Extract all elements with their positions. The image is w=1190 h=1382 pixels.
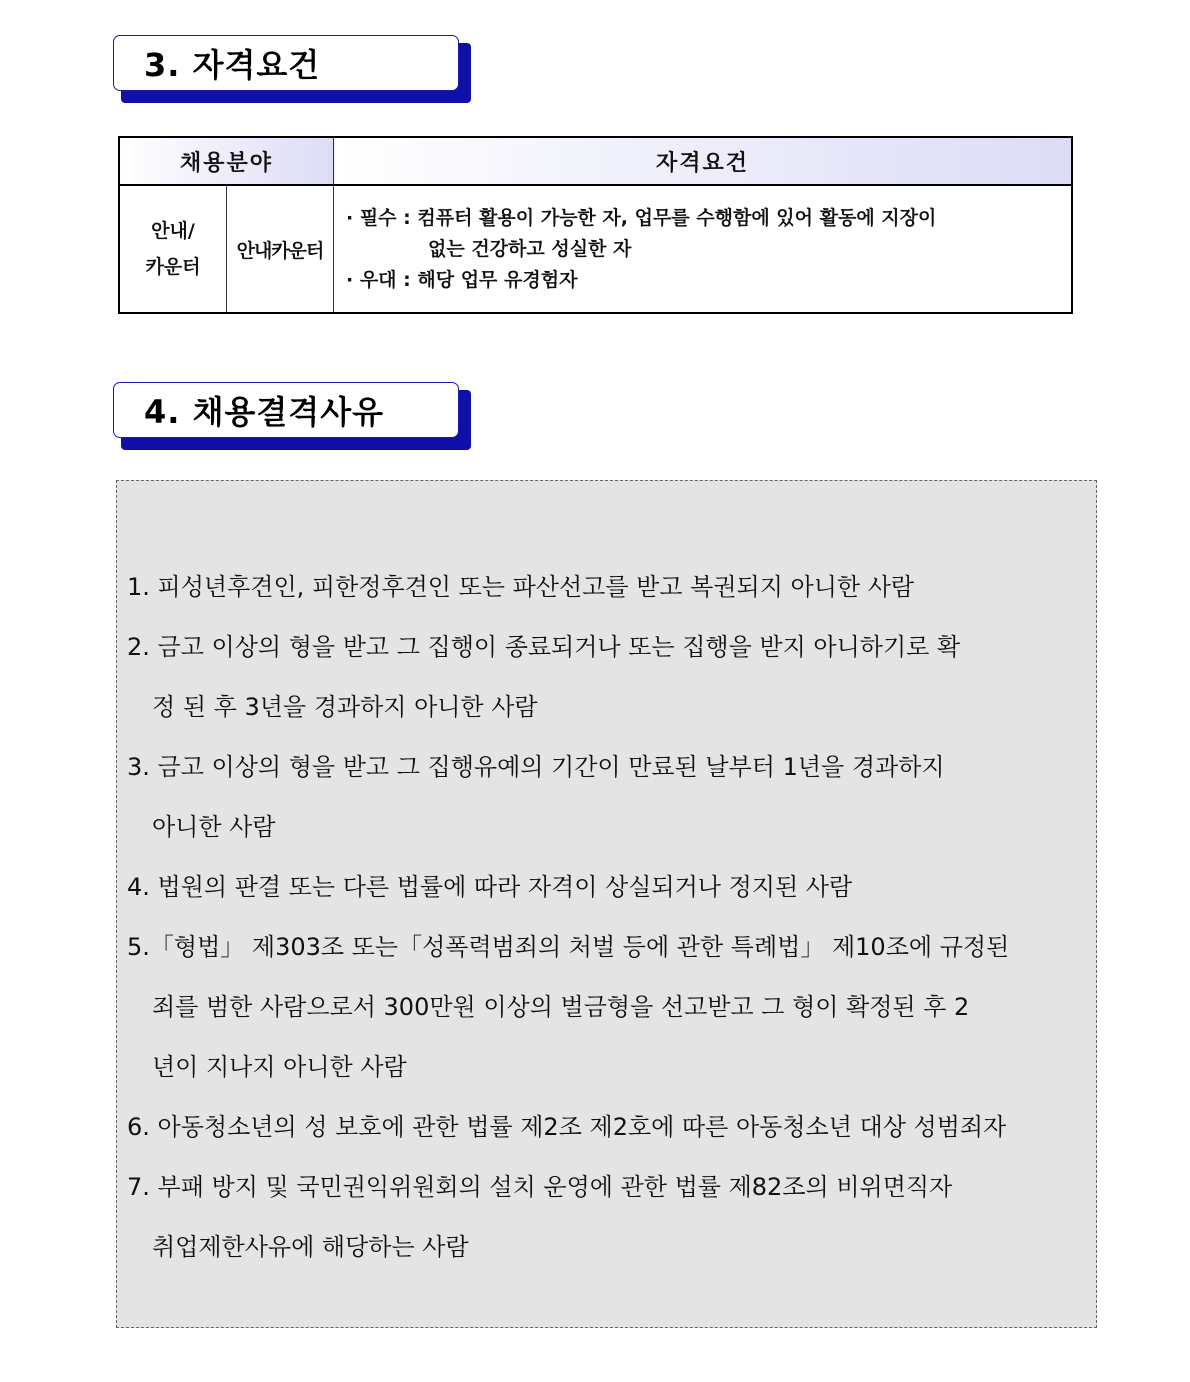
section3-heading [113,35,471,103]
reason-line: 5.「형법」 제303조 또는「성폭력범죄의 처벌 등에 관한 특례법」 제10조에 규정된 [127,933,1010,961]
reason-continuation: 아니한 사람 [152,813,276,841]
position-cell: 안내카운터 [227,185,334,313]
disqualification-list [127,557,1087,1277]
list-item [127,1097,1087,1157]
reason-line: 6. 아동청소년의 성 보호에 관한 법률 제2조 제2호에 따른 아동청소년 대상 성범죄자 [127,1113,1007,1141]
header-requirements: 자격요건 [334,137,1073,185]
list-item [127,1157,1087,1277]
list-item [127,557,1087,617]
required-line-1: · 필수 : 컴퓨터 활용이 가능한 자, 업무를 수행함에 있어 활동에 지장이 [346,206,937,229]
list-item [127,617,1087,737]
reason-continuation: 년이 지나지 아니한 사람 [152,1053,407,1081]
reason-line: 3. 금고 이상의 형을 받고 그 집행유예의 기간이 만료된 날부터 1년을 경과하지 [127,753,945,781]
section4-title: 4. 채용결격사유 [144,393,385,431]
reason-line: 4. 법원의 판결 또는 다른 법률에 따라 자격이 상실되거나 정지된 사람 [127,873,853,901]
list-item [127,917,1087,1097]
header-field: 채용분야 [119,137,334,185]
list-item [127,737,1087,857]
table-header-row [119,137,1072,185]
reason-continuation: 정 된 후 3년을 경과하지 아니한 사람 [152,693,538,721]
category-line-2: 카운터 [145,256,201,278]
reason-continuation: 취업제한사유에 해당하는 사람 [152,1233,469,1261]
preferred-line: · 우대 : 해당 업무 유경험자 [346,268,578,291]
table-row [119,185,1072,313]
list-item [127,857,1087,917]
reason-line: 2. 금고 이상의 형을 받고 그 집행이 종료되거나 또는 집행을 받지 아니하기로 확 [127,633,961,661]
section4-heading [113,382,471,450]
heading-box [113,35,459,91]
heading-box [113,382,459,438]
disqualification-box [116,480,1097,1328]
category-line-1: 안내/ [151,220,195,242]
reason-continuation: 죄를 범한 사람으로서 300만원 이상의 벌금형을 선고받고 그 형이 확정된 후 2 [152,993,970,1021]
requirements-cell [334,185,1073,313]
reason-line: 7. 부패 방지 및 국민권익위원회의 설치 운영에 관한 법률 제82조의 비위면직자 [127,1173,953,1201]
reason-line: 1. 피성년후견인, 피한정후견인 또는 파산선고를 받고 복권되지 아니한 사람 [127,573,915,601]
section3-title: 3. 자격요건 [144,46,321,84]
category-cell [119,185,227,313]
required-line-2: 없는 건강하고 성실한 자 [428,237,632,260]
requirements-table [118,136,1073,314]
